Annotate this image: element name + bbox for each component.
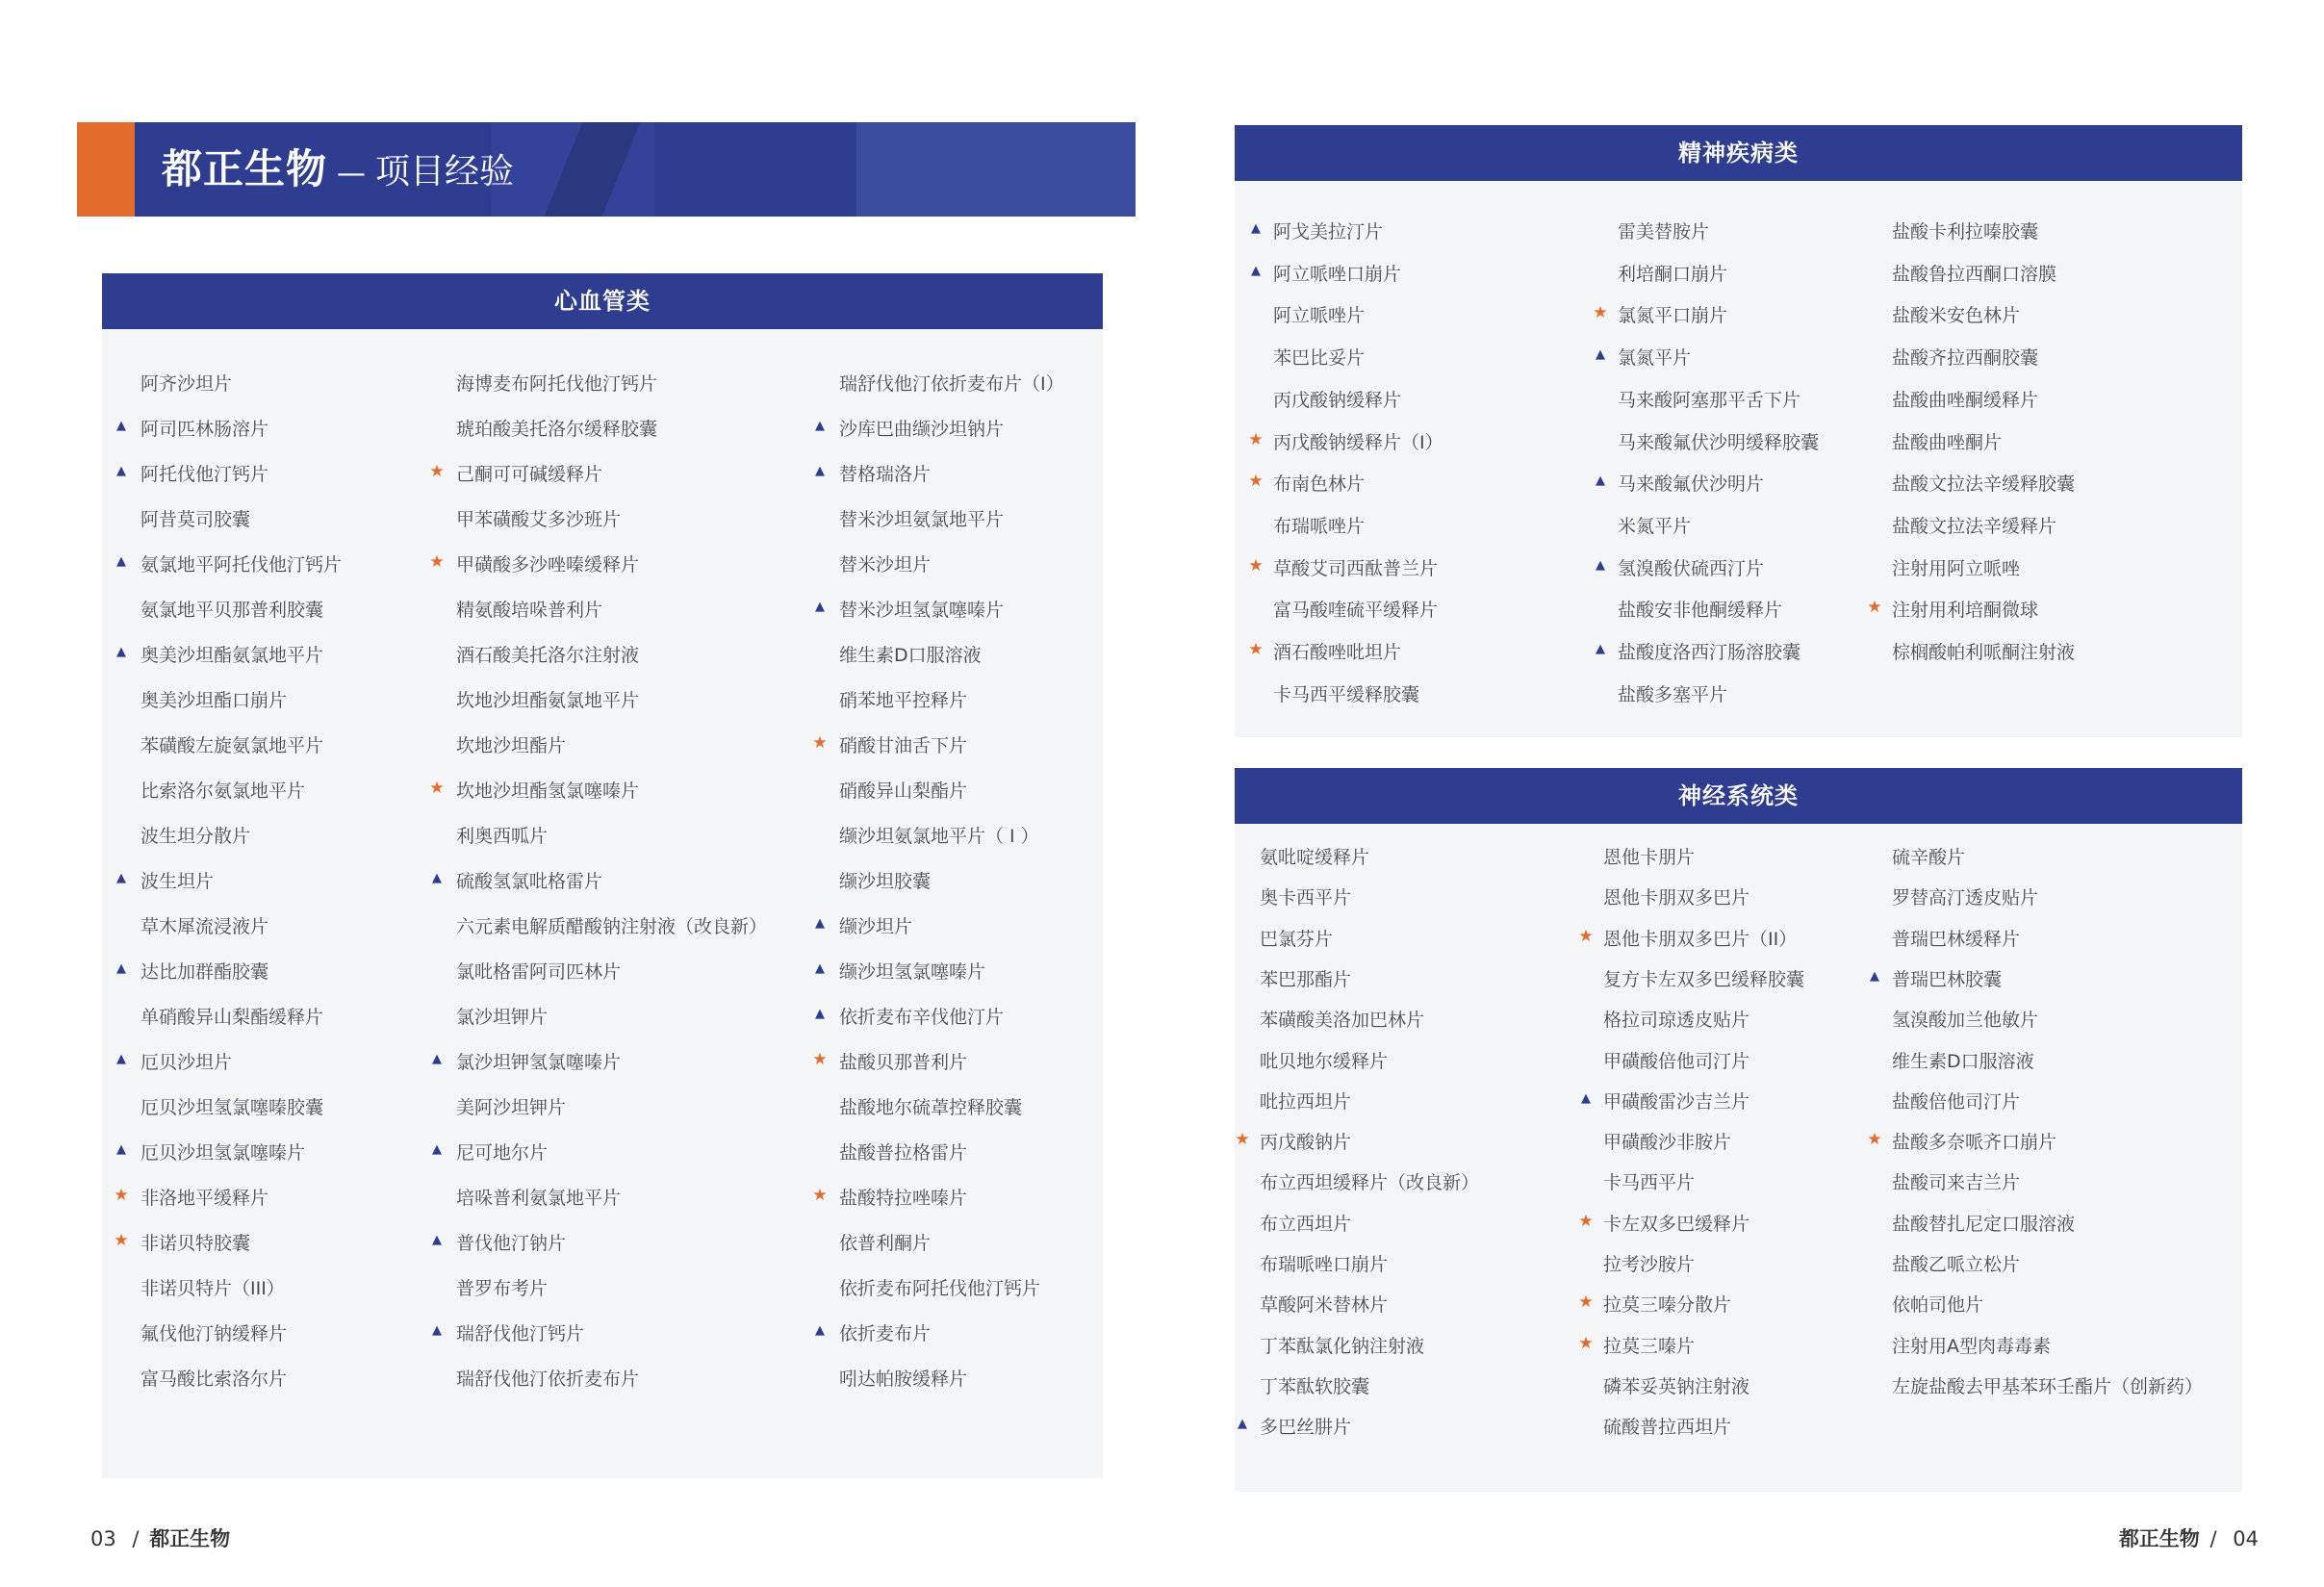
drug-item: 利奥西呱片 bbox=[456, 826, 549, 847]
drug-item: 吡拉西坦片 bbox=[1260, 1090, 1352, 1113]
drug-item: 磷苯妥英钠注射液 bbox=[1603, 1375, 1750, 1397]
footer-brand: 都正生物 bbox=[149, 1527, 231, 1550]
drug-item: 海博麦布阿托伐他汀钙片 bbox=[456, 373, 658, 395]
drug-item: 布立西坦片 bbox=[1260, 1213, 1352, 1235]
drug-item: 罗替高汀透皮贴片 bbox=[1892, 887, 2039, 909]
triangle-marker-icon: ▲ bbox=[1596, 347, 1605, 363]
drug-item: 盐酸文拉法辛缓释胶囊 bbox=[1892, 474, 2076, 496]
star-marker-icon: ★ bbox=[114, 1186, 129, 1205]
drug-item: 氨氯地平阿托伐他汀钙片 bbox=[140, 554, 343, 576]
drug-item: 盐酸米安色林片 bbox=[1892, 305, 2021, 327]
drug-item: 硝酸异山梨酯片 bbox=[839, 781, 968, 802]
star-marker-icon: ★ bbox=[1248, 555, 1264, 576]
triangle-marker-icon: ▲ bbox=[1251, 263, 1261, 278]
drug-item: 布瑞哌唑片 bbox=[1273, 515, 1366, 537]
drug-item: 马来酸氟伏沙明缓释胶囊 bbox=[1618, 431, 1820, 453]
drug-item: 瑞舒伐他汀钙片 bbox=[456, 1323, 585, 1344]
drug-item: 复方卡左双多巴缓释胶囊 bbox=[1603, 968, 1805, 990]
drug-item: 厄贝沙坦氢氯噻嗪胶囊 bbox=[140, 1097, 324, 1118]
drug-item: 硝苯地平控释片 bbox=[839, 690, 968, 711]
drug-item: 富马酸喹硫平缓释片 bbox=[1273, 600, 1439, 622]
drug-item: 甲苯磺酸艾多沙班片 bbox=[456, 509, 622, 530]
drug-item: 维生素D口服溶液 bbox=[839, 645, 982, 666]
drug-item: 苯磺酸美洛加巴林片 bbox=[1260, 1010, 1425, 1032]
drug-item: 厄贝沙坦片 bbox=[140, 1052, 233, 1073]
drug-item: 阿托伐他汀钙片 bbox=[140, 464, 269, 485]
drug-item: 依帕司他片 bbox=[1892, 1294, 1984, 1317]
drug-item: 盐酸多塞平片 bbox=[1618, 683, 1728, 705]
drug-item: 瑞舒伐他汀依折麦布片 bbox=[456, 1369, 640, 1390]
title-separator: — bbox=[337, 157, 367, 191]
drug-item: 盐酸普拉格雷片 bbox=[839, 1142, 968, 1164]
star-marker-icon: ★ bbox=[812, 1050, 828, 1069]
drug-item: 甲磺酸雷沙吉兰片 bbox=[1603, 1090, 1750, 1113]
drug-item: 阿齐沙坦片 bbox=[140, 373, 233, 395]
drug-item: 丙戊酸钠片 bbox=[1260, 1132, 1352, 1154]
drug-item: 拉莫三嗪片 bbox=[1603, 1335, 1696, 1357]
drug-item: 吲达帕胺缓释片 bbox=[839, 1369, 968, 1390]
company-name: 都正生物 bbox=[162, 145, 328, 192]
drug-item: 波生坦分散片 bbox=[140, 826, 251, 847]
drug-item: 布瑞哌唑口崩片 bbox=[1260, 1254, 1389, 1275]
drug-item: 马来酸氟伏沙明片 bbox=[1618, 474, 1765, 496]
drug-item: 硫酸氢氯吡格雷片 bbox=[456, 871, 603, 892]
star-marker-icon: ★ bbox=[1235, 1130, 1250, 1150]
footer-slash: / bbox=[132, 1527, 140, 1550]
drug-item: 盐酸曲唑酮缓释片 bbox=[1892, 389, 2039, 411]
triangle-marker-icon: ▲ bbox=[815, 600, 825, 614]
star-marker-icon: ★ bbox=[1578, 1211, 1594, 1231]
triangle-marker-icon: ▲ bbox=[432, 1052, 442, 1066]
drug-item: 氯氮平片 bbox=[1618, 347, 1692, 370]
psych-panel-title: 精神疾病类 bbox=[1235, 125, 2242, 181]
drug-item: 依折麦布片 bbox=[839, 1323, 932, 1344]
triangle-marker-icon: ▲ bbox=[116, 419, 126, 433]
drug-item: 缬沙坦氢氯噻嗪片 bbox=[839, 961, 986, 983]
triangle-marker-icon: ▲ bbox=[1870, 968, 1879, 984]
drug-item: 依折麦布阿托伐他汀钙片 bbox=[839, 1278, 1041, 1299]
triangle-marker-icon: ▲ bbox=[1596, 474, 1605, 489]
drug-item: 依普利酮片 bbox=[839, 1233, 932, 1254]
drug-item: 苯巴比妥片 bbox=[1273, 347, 1366, 370]
triangle-marker-icon: ▲ bbox=[815, 464, 825, 478]
drug-item: 非诺贝特片（III） bbox=[140, 1278, 285, 1299]
drug-item: 厄贝沙坦氢氯噻嗪片 bbox=[140, 1142, 306, 1164]
drug-item: 缬沙坦胶囊 bbox=[839, 871, 932, 892]
star-marker-icon: ★ bbox=[1248, 472, 1264, 492]
drug-item: 丙戊酸钠缓释片 bbox=[1273, 389, 1402, 411]
drug-item: 雷美替胺片 bbox=[1618, 221, 1710, 243]
drug-item: 替格瑞洛片 bbox=[839, 464, 932, 485]
drug-item: 盐酸贝那普利片 bbox=[839, 1052, 968, 1073]
star-marker-icon: ★ bbox=[429, 552, 445, 572]
drug-item: 盐酸特拉唑嗪片 bbox=[839, 1188, 968, 1209]
triangle-marker-icon: ▲ bbox=[1238, 1417, 1247, 1432]
psych-panel bbox=[1235, 125, 2242, 737]
footer-right bbox=[2119, 1523, 2259, 1552]
drug-item: 坎地沙坦酯氢氯噻嗪片 bbox=[456, 781, 640, 802]
banner-title bbox=[162, 122, 514, 217]
star-marker-icon: ★ bbox=[429, 462, 445, 481]
drug-item: 硫酸普拉西坦片 bbox=[1603, 1417, 1732, 1439]
footer-slash: / bbox=[2209, 1527, 2217, 1550]
drug-item: 恩他卡朋双多巴片 bbox=[1603, 887, 1750, 909]
drug-item: 丁苯酞氯化钠注射液 bbox=[1260, 1335, 1425, 1357]
drug-item: 拉莫三嗪分散片 bbox=[1603, 1294, 1732, 1317]
page-number: 04 bbox=[2233, 1527, 2259, 1550]
drug-item: 维生素D口服溶液 bbox=[1892, 1050, 2034, 1072]
drug-item: 盐酸鲁拉西酮口溶膜 bbox=[1892, 263, 2057, 285]
drug-item: 恩他卡朋双多巴片（II） bbox=[1603, 928, 1798, 950]
triangle-marker-icon: ▲ bbox=[432, 1323, 442, 1338]
drug-item: 美阿沙坦钾片 bbox=[456, 1097, 567, 1118]
drug-item: 氨氯地平贝那普利胶囊 bbox=[140, 600, 324, 621]
drug-item: 甲磺酸沙非胺片 bbox=[1603, 1132, 1732, 1154]
drug-item: 盐酸安非他酮缓释片 bbox=[1618, 600, 1783, 622]
drug-item: 草木犀流浸液片 bbox=[140, 916, 269, 937]
drug-item: 利培酮口崩片 bbox=[1618, 263, 1728, 285]
triangle-marker-icon: ▲ bbox=[1581, 1090, 1591, 1106]
drug-item: 精氨酸培哚普利片 bbox=[456, 600, 603, 621]
star-marker-icon: ★ bbox=[114, 1231, 129, 1250]
drug-item: 阿昔莫司胶囊 bbox=[140, 509, 251, 530]
footer-left bbox=[90, 1523, 230, 1552]
page-number: 03 bbox=[90, 1527, 116, 1550]
cardio-panel bbox=[102, 273, 1103, 1478]
drug-item: 巴氯芬片 bbox=[1260, 928, 1334, 950]
drug-item: 恩他卡朋片 bbox=[1603, 847, 1696, 868]
star-marker-icon: ★ bbox=[1578, 1333, 1594, 1353]
drug-item: 氢溴酸伏硫西汀片 bbox=[1618, 557, 1765, 579]
drug-item: 奥卡西平片 bbox=[1260, 887, 1352, 909]
cardio-panel-title: 心血管类 bbox=[102, 273, 1103, 329]
drug-item: 尼可地尔片 bbox=[456, 1142, 549, 1164]
drug-item: 培哚普利氨氯地平片 bbox=[456, 1188, 622, 1209]
drug-item: 依折麦布辛伐他汀片 bbox=[839, 1007, 1005, 1028]
drug-item: 卡马西平片 bbox=[1603, 1172, 1696, 1194]
drug-item: 奥美沙坦酯口崩片 bbox=[140, 690, 288, 711]
drug-item: 注射用A型肉毒毒素 bbox=[1892, 1335, 2051, 1357]
banner-decoration bbox=[856, 122, 1136, 217]
star-marker-icon: ★ bbox=[1867, 598, 1882, 618]
star-marker-icon: ★ bbox=[1578, 926, 1594, 946]
drug-item: 酒石酸唑吡坦片 bbox=[1273, 642, 1402, 663]
drug-item: 盐酸曲唑酮片 bbox=[1892, 431, 2003, 453]
drug-item: 棕榈酸帕利哌酮注射液 bbox=[1892, 642, 2076, 663]
drug-item: 盐酸乙哌立松片 bbox=[1892, 1254, 2021, 1275]
triangle-marker-icon: ▲ bbox=[815, 961, 825, 976]
drug-item: 阿立哌唑片 bbox=[1273, 305, 1366, 327]
drug-item: 盐酸卡利拉嗪胶囊 bbox=[1892, 221, 2039, 243]
star-marker-icon: ★ bbox=[1248, 640, 1264, 659]
drug-item: 氨吡啶缓释片 bbox=[1260, 847, 1370, 868]
drug-item: 缬沙坦氨氯地平片（ I ） bbox=[839, 826, 1039, 847]
drug-item: 氢溴酸加兰他敏片 bbox=[1892, 1010, 2039, 1032]
drug-item: 盐酸司来吉兰片 bbox=[1892, 1172, 2021, 1194]
triangle-marker-icon: ▲ bbox=[815, 1323, 825, 1338]
triangle-marker-icon: ▲ bbox=[815, 419, 825, 433]
drug-item: 坎地沙坦酯氨氯地平片 bbox=[456, 690, 640, 711]
drug-item: 注射用利培酮微球 bbox=[1892, 600, 2039, 622]
drug-item: 格拉司琼透皮贴片 bbox=[1603, 1010, 1750, 1032]
star-marker-icon: ★ bbox=[1593, 303, 1608, 323]
star-marker-icon: ★ bbox=[1248, 429, 1264, 449]
triangle-marker-icon: ▲ bbox=[815, 916, 825, 931]
star-marker-icon: ★ bbox=[812, 733, 828, 753]
drug-item: 甲磺酸倍他司汀片 bbox=[1603, 1050, 1750, 1072]
drug-item: 富马酸比索洛尔片 bbox=[140, 1369, 288, 1390]
drug-item: 波生坦片 bbox=[140, 871, 215, 892]
drug-item: 缬沙坦片 bbox=[839, 916, 913, 937]
drug-item: 布立西坦缓释片（改良新） bbox=[1260, 1172, 1480, 1194]
triangle-marker-icon: ▲ bbox=[432, 871, 442, 885]
drug-item: 硝酸甘油舌下片 bbox=[839, 735, 968, 756]
drug-item: 氟伐他汀钠缓释片 bbox=[140, 1323, 288, 1344]
drug-item: 草酸阿米替林片 bbox=[1260, 1294, 1389, 1317]
drug-item: 己酮可可碱缓释片 bbox=[456, 464, 603, 485]
triangle-marker-icon: ▲ bbox=[815, 1007, 825, 1021]
triangle-marker-icon: ▲ bbox=[1596, 642, 1605, 656]
triangle-marker-icon: ▲ bbox=[432, 1142, 442, 1157]
drug-item: 替米沙坦氨氯地平片 bbox=[839, 509, 1005, 530]
drug-item: 氯吡格雷阿司匹林片 bbox=[456, 961, 622, 983]
drug-item: 替米沙坦氢氯噻嗪片 bbox=[839, 600, 1005, 621]
drug-item: 达比加群酯胶囊 bbox=[140, 961, 269, 983]
banner-subtitle: 项目经验 bbox=[375, 152, 515, 192]
drug-item: 盐酸齐拉西酮胶囊 bbox=[1892, 347, 2039, 370]
drug-item: 米氮平片 bbox=[1618, 515, 1692, 537]
drug-item: 丁苯酞软胶囊 bbox=[1260, 1375, 1370, 1397]
neuro-panel-title: 神经系统类 bbox=[1235, 768, 2242, 824]
drug-item: 草酸艾司西酞普兰片 bbox=[1273, 557, 1439, 579]
drug-item: 注射用阿立哌唑 bbox=[1892, 557, 2021, 579]
drug-item: 六元素电解质醋酸钠注射液（改良新） bbox=[456, 916, 768, 937]
drug-item: 盐酸度洛西汀肠溶胶囊 bbox=[1618, 642, 1801, 663]
drug-item: 非洛地平缓释片 bbox=[140, 1188, 269, 1209]
header-banner bbox=[77, 122, 1136, 217]
drug-item: 单硝酸异山梨酯缓释片 bbox=[140, 1007, 324, 1028]
drug-item: 左旋盐酸去甲基苯环壬酯片（创新药） bbox=[1892, 1375, 2204, 1397]
drug-item: 卡左双多巴缓释片 bbox=[1603, 1213, 1750, 1235]
drug-item: 酒石酸美托洛尔注射液 bbox=[456, 645, 640, 666]
drug-item: 琥珀酸美托洛尔缓释胶囊 bbox=[456, 419, 658, 440]
drug-item: 比索洛尔氨氯地平片 bbox=[140, 781, 306, 802]
triangle-marker-icon: ▲ bbox=[1251, 221, 1261, 236]
drug-item: 盐酸文拉法辛缓释片 bbox=[1892, 515, 2057, 537]
footer-brand: 都正生物 bbox=[2118, 1527, 2200, 1550]
triangle-marker-icon: ▲ bbox=[116, 464, 126, 478]
star-marker-icon: ★ bbox=[429, 779, 445, 798]
drug-item: 苯磺酸左旋氨氯地平片 bbox=[140, 735, 324, 756]
triangle-marker-icon: ▲ bbox=[116, 645, 126, 659]
drug-item: 普瑞巴林胶囊 bbox=[1892, 968, 2003, 990]
neuro-panel bbox=[1235, 768, 2242, 1492]
drug-item: 拉考沙胺片 bbox=[1603, 1254, 1696, 1275]
drug-item: 普瑞巴林缓释片 bbox=[1892, 928, 2021, 950]
drug-item: 吡贝地尔缓释片 bbox=[1260, 1050, 1389, 1072]
drug-item: 多巴丝肼片 bbox=[1260, 1417, 1352, 1439]
drug-item: 盐酸倍他司汀片 bbox=[1892, 1090, 2021, 1113]
triangle-marker-icon: ▲ bbox=[116, 871, 126, 885]
drug-item: 丙戊酸钠缓释片（I） bbox=[1273, 431, 1443, 453]
star-marker-icon: ★ bbox=[1867, 1130, 1882, 1150]
drug-item: 阿司匹林肠溶片 bbox=[140, 419, 269, 440]
triangle-marker-icon: ▲ bbox=[116, 961, 126, 976]
drug-item: 氯氮平口崩片 bbox=[1618, 305, 1728, 327]
drug-item: 盐酸替扎尼定口服溶液 bbox=[1892, 1213, 2076, 1235]
drug-item: 马来酸阿塞那平舌下片 bbox=[1618, 389, 1801, 411]
drug-item: 沙库巴曲缬沙坦钠片 bbox=[839, 419, 1005, 440]
drug-item: 盐酸地尔硫䓬控释胶囊 bbox=[839, 1097, 1023, 1118]
triangle-marker-icon: ▲ bbox=[116, 554, 126, 569]
triangle-marker-icon: ▲ bbox=[116, 1052, 126, 1066]
drug-item: 普伐他汀钠片 bbox=[456, 1233, 567, 1254]
banner-accent bbox=[77, 122, 135, 217]
drug-item: 阿戈美拉汀片 bbox=[1273, 221, 1384, 243]
triangle-marker-icon: ▲ bbox=[1596, 557, 1605, 573]
drug-item: 替米沙坦片 bbox=[839, 554, 932, 576]
drug-item: 卡马西平缓释胶囊 bbox=[1273, 683, 1420, 705]
drug-item: 坎地沙坦酯片 bbox=[456, 735, 567, 756]
triangle-marker-icon: ▲ bbox=[432, 1233, 442, 1247]
drug-item: 氯沙坦钾氢氯噻嗪片 bbox=[456, 1052, 622, 1073]
drug-item: 苯巴那酯片 bbox=[1260, 968, 1352, 990]
triangle-marker-icon: ▲ bbox=[116, 1142, 126, 1157]
drug-item: 氯沙坦钾片 bbox=[456, 1007, 549, 1028]
drug-item: 阿立哌唑口崩片 bbox=[1273, 263, 1402, 285]
drug-item: 非诺贝特胶囊 bbox=[140, 1233, 251, 1254]
drug-item: 普罗布考片 bbox=[456, 1278, 549, 1299]
star-marker-icon: ★ bbox=[812, 1186, 828, 1205]
drug-item: 硫辛酸片 bbox=[1892, 847, 1966, 868]
drug-item: 甲磺酸多沙唑嗪缓释片 bbox=[456, 554, 640, 576]
drug-item: 布南色林片 bbox=[1273, 474, 1366, 496]
star-marker-icon: ★ bbox=[1578, 1293, 1594, 1313]
drug-item: 瑞舒伐他汀依折麦布片（I） bbox=[839, 373, 1064, 395]
drug-item: 奥美沙坦酯氨氯地平片 bbox=[140, 645, 324, 666]
drug-item: 盐酸多奈哌齐口崩片 bbox=[1892, 1132, 2057, 1154]
